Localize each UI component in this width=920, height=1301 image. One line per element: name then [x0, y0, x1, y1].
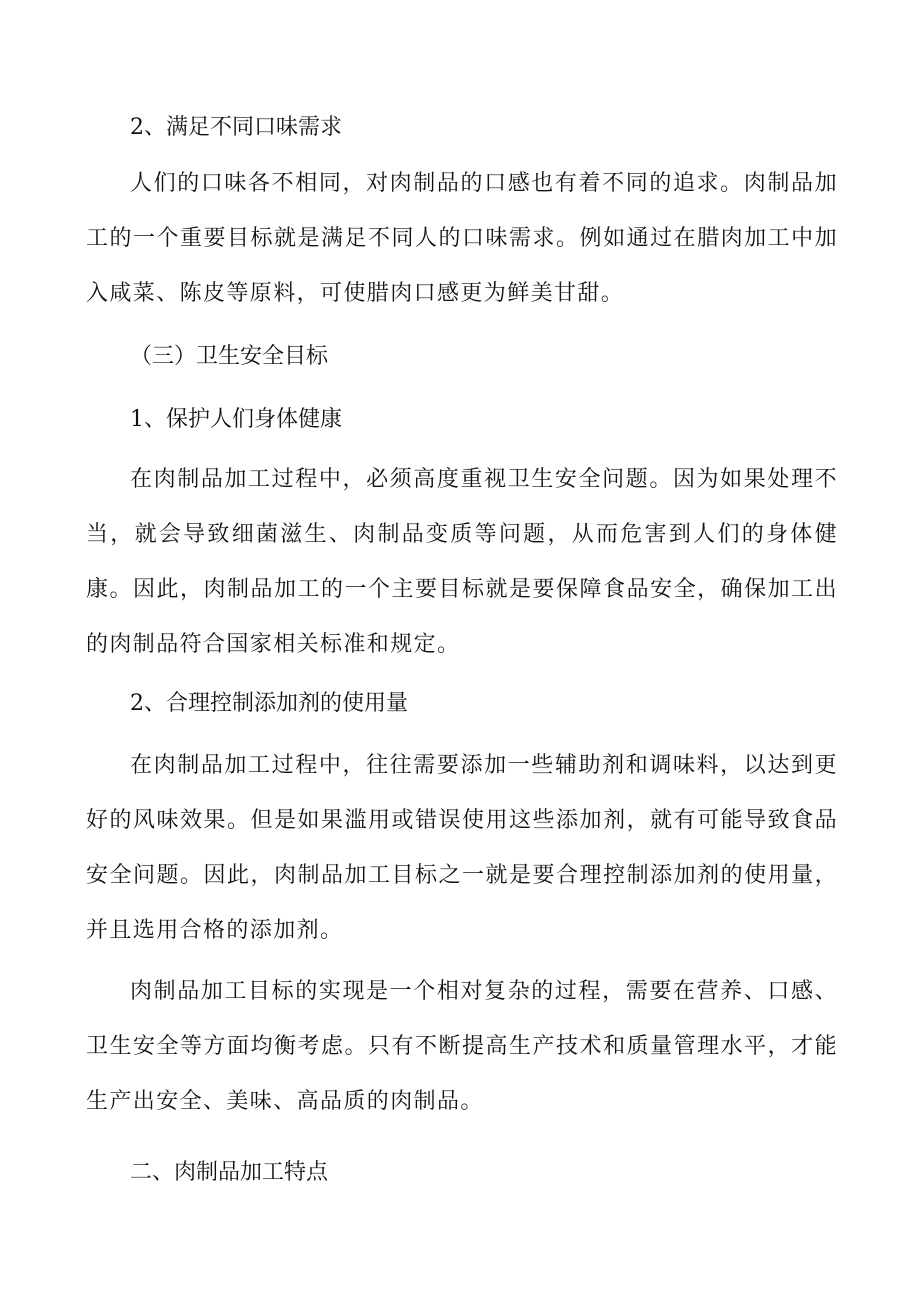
paragraph-protect-health: 在肉制品加工过程中，必须高度重视卫生安全问题。因为如果处理不当，就会导致细菌滋生、肉制品变质等问题，从而危害到人们的身体健康。因此，肉制品加工的一个主要目标就是要保障食品安全，确保加工出的肉制品符合国家相关标准和规定。 [86, 467, 838, 657]
heading-additive-control: 2、合理控制添加剂的使用量 [130, 691, 408, 716]
section-hygiene-safety: （三）卫生安全目标 [130, 344, 329, 369]
paragraph-taste-needs: 人们的口味各不相同，对肉制品的口感也有着不同的追求。肉制品加工的一个重要目标就是满足不同人的口味需求。例如通过在腊肉加工中加入咸菜、陈皮等原料，可使腊肉口感更为鲜美甘甜。 [86, 171, 838, 306]
paragraph-additive-control: 在肉制品加工过程中，往往需要添加一些辅助剂和调味料，以达到更好的风味效果。但是如果滥用或错误使用这些添加剂，就有可能导致食品安全问题。因此，肉制品加工目标之一就是要合理控制添加剂的使用量，并且选用合格的添加剂。 [86, 753, 838, 943]
heading-taste-needs: 2、满足不同口味需求 [130, 115, 342, 140]
heading-protect-health: 1、保护人们身体健康 [130, 407, 342, 432]
chapter-processing-features: 二、肉制品加工特点 [130, 1160, 329, 1185]
paragraph-summary: 肉制品加工目标的实现是一个相对复杂的过程，需要在营养、口感、卫生安全等方面均衡考虑。只有不断提高生产技术和质量管理水平，才能生产出安全、美味、高品质的肉制品。 [86, 979, 838, 1114]
